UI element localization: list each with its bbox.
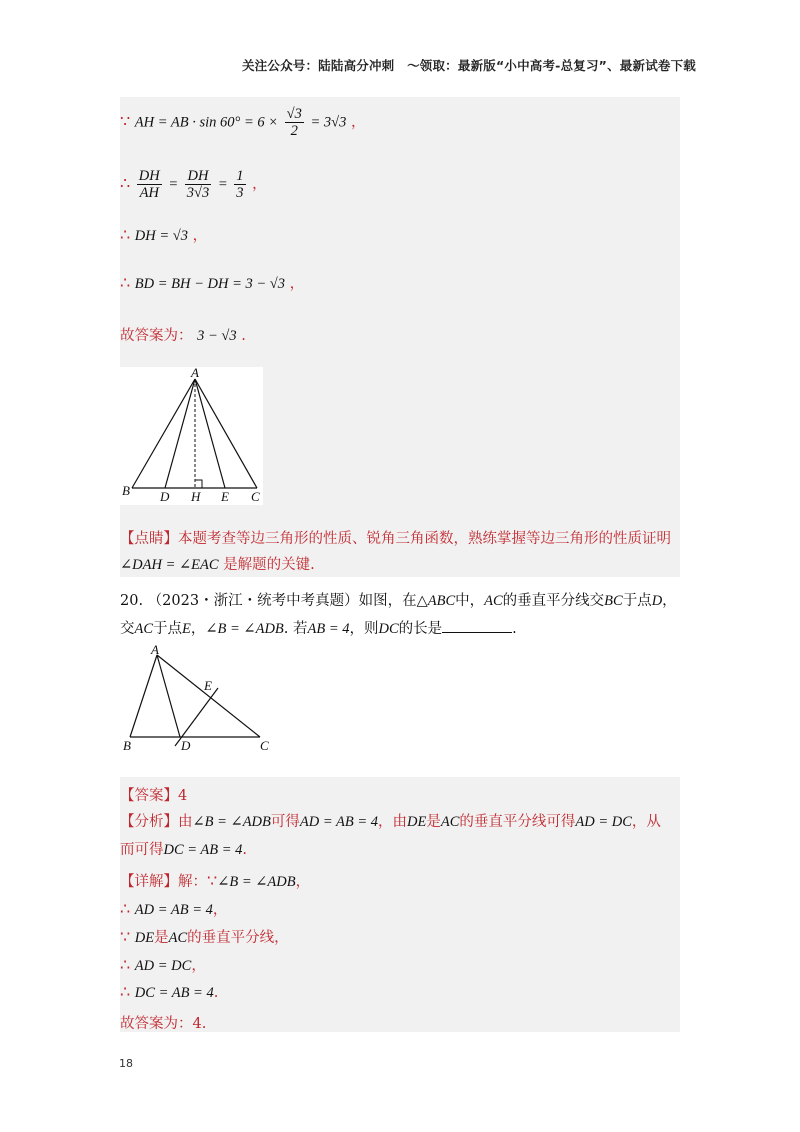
question-text: ，则 <box>349 621 379 637</box>
answer-value: 3 − √3 <box>197 328 237 344</box>
math-condition: AB = 4 <box>307 621 350 637</box>
analysis-text: ，从 <box>631 814 661 830</box>
math-dc: DC <box>378 621 399 637</box>
because-symbol: ∵ <box>207 871 218 890</box>
punctuation: ， <box>191 958 206 974</box>
fraction-numerator: DH <box>185 168 211 185</box>
page-number: 18 <box>119 1057 133 1070</box>
solution-line-1 <box>120 106 365 139</box>
label-d: D <box>181 738 191 753</box>
math-expr: BD = BH − DH = 3 − √3 <box>134 276 285 292</box>
math-expr: AC <box>168 930 188 946</box>
math-expr: DC = AB = 4 <box>163 842 243 858</box>
comment-tail: 是解题的关键. <box>223 557 315 573</box>
question-text: 中， <box>455 593 485 609</box>
question-text: ， <box>662 593 677 609</box>
fraction-denominator: AH <box>139 185 159 201</box>
math-expr: DE <box>407 814 427 830</box>
comment-tag: 【点睛】 <box>120 531 178 547</box>
solution-line-4 <box>120 272 304 293</box>
punctuation: ， <box>295 874 311 890</box>
question-text: . 若 <box>283 621 308 637</box>
page-header: 关注公众号：陆陆高分冲刺 ～领取：最新版“小中高考-总复习”、最新试卷下载 <box>241 58 696 73</box>
punctuation: . <box>241 328 246 344</box>
math-d: D <box>651 593 663 609</box>
label-d: D <box>160 489 170 504</box>
analysis-line-2 <box>120 838 247 859</box>
because-symbol: ∵ <box>120 927 131 946</box>
therefore-symbol: ∴ <box>120 173 131 193</box>
solution-line-3 <box>120 224 207 245</box>
detail-step-2 <box>120 926 289 947</box>
answer-blank <box>442 618 512 633</box>
analysis-tag: 【分析】 <box>120 814 178 830</box>
math-condition: ∠B = ∠ADB <box>205 621 284 637</box>
equilateral-triangle-figure <box>120 367 263 505</box>
triangle-abc-figure <box>120 643 280 755</box>
question-line-1 <box>120 589 677 610</box>
detail-line <box>120 870 310 891</box>
punctuation: . <box>213 985 219 1001</box>
analysis-line-1 <box>120 810 661 831</box>
question-text: 的垂直平分线交 <box>502 593 605 609</box>
math-expr: AD = DC <box>134 958 192 974</box>
detail-step-4 <box>120 982 218 1002</box>
math-expr: AD = AB = 4 <box>134 902 213 918</box>
question-line-2 <box>120 617 517 638</box>
because-symbol: ∵ <box>120 111 131 131</box>
fraction-numerator: 1 <box>236 168 244 184</box>
punctuation: ， <box>252 176 267 193</box>
math-expr: AD = DC <box>575 814 632 830</box>
detail-text: 的垂直平分线， <box>187 930 289 946</box>
label-e: E <box>221 489 229 504</box>
therefore-symbol: ∴ <box>120 955 131 974</box>
label-a: A <box>151 643 159 657</box>
math-expr: DH = √3 <box>134 228 188 244</box>
fraction-numerator: √3 <box>286 106 302 122</box>
punctuation: ， <box>192 228 208 244</box>
math-expr: ∠B = ∠ADB <box>217 874 296 890</box>
label-c: C <box>260 738 269 753</box>
comment-expr: ∠DAH = ∠EAC <box>120 557 219 573</box>
fraction-denominator: 2 <box>290 123 298 139</box>
question-text: . <box>512 621 517 637</box>
side-ab <box>130 655 157 737</box>
question-number: 20. <box>120 593 144 609</box>
math-ac: AC <box>134 621 154 637</box>
answer-value: 4 <box>178 788 188 804</box>
equals: = <box>168 176 179 193</box>
analysis-text: 的垂直平分线可得 <box>459 814 576 830</box>
math-bc: BC <box>604 593 623 609</box>
question-text: 交 <box>120 621 135 637</box>
question-text: 的长是 <box>398 621 443 637</box>
math-expr: AH = AB · sin 60° = 6 × <box>134 114 279 131</box>
analysis-text: . <box>242 842 248 858</box>
detail-text: 解： <box>178 874 207 890</box>
math-e: E <box>182 621 191 637</box>
math-triangle: △ABC <box>416 593 456 609</box>
solution-line-2 <box>120 168 267 201</box>
analysis-text: 由 <box>178 814 193 830</box>
label-a: A <box>191 367 199 380</box>
answer-tag: 【答案】 <box>120 788 178 804</box>
answer-line <box>120 784 187 805</box>
math-expr: DE <box>134 930 155 946</box>
math-expr: DC = AB = 4 <box>134 985 214 1001</box>
comment-line-1 <box>120 527 671 548</box>
analysis-text: 是 <box>426 814 441 830</box>
punctuation: ， <box>212 902 228 918</box>
fraction-denominator: 3 <box>236 185 244 201</box>
label-h: H <box>191 489 201 504</box>
math-expr: ∠B = ∠ADB <box>192 814 271 830</box>
fraction-numerator: DH <box>138 168 160 184</box>
punctuation: ， <box>350 114 366 131</box>
therefore-symbol: ∴ <box>120 899 131 918</box>
comment-line-2 <box>120 553 315 574</box>
math-expr: AC <box>440 814 460 830</box>
segment-ad <box>157 655 180 737</box>
label-b: B <box>123 738 131 753</box>
analysis-text: 可得 <box>270 814 300 830</box>
therefore-symbol: ∴ <box>120 225 131 244</box>
detail-step-1 <box>120 898 227 919</box>
equals: = <box>217 176 228 193</box>
label-e: E <box>204 678 212 693</box>
final-answer-line <box>120 1012 206 1033</box>
label-c: C <box>251 489 260 504</box>
fraction <box>285 106 304 139</box>
detail-step-3 <box>120 954 206 975</box>
figure-background <box>120 367 263 505</box>
analysis-text: ，由 <box>378 814 407 830</box>
therefore-symbol: ∴ <box>120 273 131 292</box>
final-answer: 故答案为：4. <box>120 1016 207 1032</box>
question-text: 于点 <box>622 593 652 609</box>
math-expr: = 3√3 <box>310 114 347 131</box>
fraction <box>234 168 245 201</box>
fraction <box>185 168 211 201</box>
analysis-text: 而可得 <box>120 842 164 858</box>
label-b: B <box>122 483 130 498</box>
detail-text: 是 <box>154 930 169 946</box>
fraction <box>137 168 162 201</box>
side-ac <box>157 655 260 737</box>
prev-answer-line <box>120 324 246 345</box>
question-text: ， <box>190 621 206 637</box>
question-text: （2023・浙江・统考中考真题）如图，在 <box>147 593 417 609</box>
detail-tag: 【详解】 <box>120 874 178 890</box>
math-expr: AD = AB = 4 <box>299 814 378 830</box>
math-ac: AC <box>484 593 503 609</box>
fraction-denominator: 3√3 <box>186 185 210 201</box>
punctuation: ， <box>289 276 305 292</box>
comment-text: 本题考查等边三角形的性质、锐角三角函数，熟练掌握等边三角形的性质证明 <box>178 531 671 547</box>
therefore-symbol: ∴ <box>120 982 131 1001</box>
answer-label: 故答案为： <box>120 328 193 344</box>
question-text: 于点 <box>153 621 183 637</box>
